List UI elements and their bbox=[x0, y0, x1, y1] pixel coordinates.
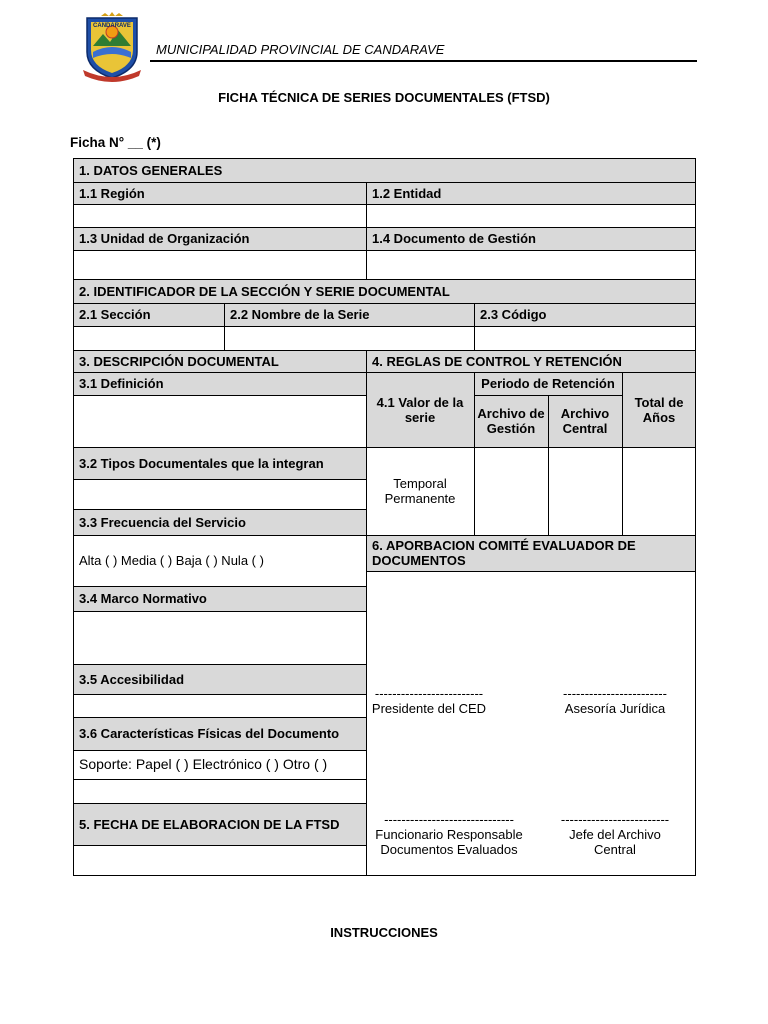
section-2-header: 2. IDENTIFICADOR DE LA SECCIÓN Y SERIE DOCUMENTAL bbox=[73, 279, 696, 303]
field-input-soporte[interactable] bbox=[73, 779, 366, 803]
signature-label: Funcionario Responsable bbox=[375, 827, 523, 842]
periodo-retencion-header: Periodo de Retención bbox=[474, 372, 622, 395]
field-input-seccion[interactable] bbox=[73, 326, 224, 350]
field-input-nombre-serie[interactable] bbox=[224, 326, 474, 350]
section-3-header: 3. DESCRIPCIÓN DOCUMENTAL bbox=[73, 350, 366, 372]
field-input-entidad[interactable] bbox=[366, 204, 696, 227]
signature-line: ------------------------ bbox=[563, 686, 667, 701]
option-temporal[interactable]: Temporal bbox=[393, 476, 447, 491]
header-divider bbox=[150, 60, 697, 62]
field-input-archivo-central[interactable] bbox=[548, 447, 622, 535]
archivo-central-header: Archivo Central bbox=[548, 395, 622, 447]
field-label-valor-serie: 4.1 Valor de la serie bbox=[366, 372, 474, 447]
section-4-header: 4. REGLAS DE CONTROL Y RETENCIÓN bbox=[366, 350, 696, 372]
signature-label: Asesoría Jurídica bbox=[564, 701, 666, 716]
frecuencia-options[interactable]: Alta ( ) Media ( ) Baja ( ) Nula ( ) bbox=[79, 553, 264, 568]
field-input-archivo-gestion[interactable] bbox=[474, 447, 548, 535]
field-input-tipos-documentales[interactable] bbox=[73, 479, 366, 509]
field-input-total-anos[interactable] bbox=[622, 447, 696, 535]
signature-line: ------------------------- bbox=[560, 812, 670, 827]
section-5-header: 5. FECHA DE ELABORACION DE LA FTSD bbox=[73, 803, 366, 845]
field-label-region: 1.1 Región bbox=[73, 182, 366, 204]
document-title: FICHA TÉCNICA DE SERIES DOCUMENTALES (FTSD) bbox=[218, 90, 550, 105]
field-label-codigo: 2.3 Código bbox=[474, 303, 696, 326]
signature-label: Presidente del CED bbox=[371, 701, 487, 716]
soporte-options[interactable]: Soporte: Papel ( ) Electrónico ( ) Otro ( ) bbox=[79, 756, 328, 772]
signature-label: Central bbox=[594, 842, 636, 857]
section-6-header: 6. APORBACION COMITÉ EVALUADOR DE DOCUMENTOS bbox=[366, 535, 696, 571]
signature-line: ------------------------------ bbox=[384, 812, 514, 827]
field-input-definicion[interactable] bbox=[73, 395, 366, 447]
field-input-documento-gestion[interactable] bbox=[366, 250, 696, 279]
municipal-crest-icon bbox=[79, 12, 145, 84]
field-label-caracteristicas-fisicas: 3.6 Características Físicas del Documento bbox=[73, 717, 366, 750]
signature-jefe-archivo bbox=[556, 812, 674, 857]
field-label-unidad-organizacion: 1.3 Unidad de Organización bbox=[73, 227, 366, 250]
field-label-seccion: 2.1 Sección bbox=[73, 303, 224, 326]
organization-name: MUNICIPALIDAD PROVINCIAL DE CANDARAVE bbox=[156, 42, 445, 57]
field-label-marco-normativo: 3.4 Marco Normativo bbox=[73, 586, 366, 611]
signature-asesoria bbox=[560, 686, 670, 716]
field-input-codigo[interactable] bbox=[474, 326, 696, 350]
field-input-unidad-organizacion[interactable] bbox=[73, 250, 366, 279]
section-1-header: 1. DATOS GENERALES bbox=[73, 158, 696, 182]
field-input-accesibilidad[interactable] bbox=[73, 694, 366, 717]
logo-text: CANDARAVE bbox=[93, 23, 131, 29]
valor-serie-options[interactable] bbox=[366, 447, 474, 535]
signature-presidente bbox=[366, 686, 492, 716]
field-label-documento-gestion: 1.4 Documento de Gestión bbox=[366, 227, 696, 250]
archivo-gestion-header: Archivo de Gestión bbox=[474, 395, 548, 447]
signature-funcionario bbox=[366, 812, 532, 857]
field-label-accesibilidad: 3.5 Accesibilidad bbox=[73, 664, 366, 694]
signature-line: ------------------------- bbox=[374, 686, 484, 701]
signature-label: Jefe del Archivo bbox=[569, 827, 661, 842]
field-input-region[interactable] bbox=[73, 204, 366, 227]
field-label-tipos-documentales: 3.2 Tipos Documentales que la integran bbox=[73, 447, 366, 479]
option-permanente[interactable]: Permanente bbox=[384, 491, 456, 506]
field-label-definicion: 3.1 Definición bbox=[73, 372, 366, 395]
field-label-frecuencia: 3.3 Frecuencia del Servicio bbox=[73, 509, 366, 535]
field-input-fecha-elaboracion[interactable] bbox=[73, 845, 366, 876]
instructions-heading: INSTRUCCIONES bbox=[330, 925, 438, 940]
ficha-number-label: Ficha N° __ (*) bbox=[70, 135, 161, 150]
field-input-marco-normativo[interactable] bbox=[73, 611, 366, 664]
total-anos-header: Total de Años bbox=[622, 372, 696, 447]
field-label-nombre-serie: 2.2 Nombre de la Serie bbox=[224, 303, 474, 326]
signature-label: Documentos Evaluados bbox=[380, 842, 518, 857]
field-label-entidad: 1.2 Entidad bbox=[366, 182, 696, 204]
